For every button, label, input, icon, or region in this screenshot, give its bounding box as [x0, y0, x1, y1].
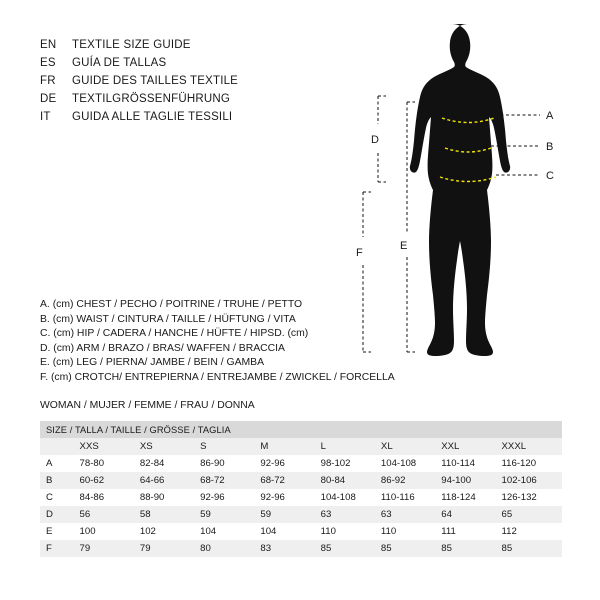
cell-b-xxxl: 102-106 — [502, 472, 562, 489]
cell-d-xs: 58 — [140, 506, 200, 523]
col-xxxl: XXXL — [502, 438, 562, 455]
cell-c-s: 92-96 — [200, 489, 260, 506]
cell-a-xxs: 78-80 — [80, 455, 140, 472]
row-label-e: E — [40, 523, 80, 540]
cell-c-xs: 88-90 — [140, 489, 200, 506]
cell-d-xl: 63 — [381, 506, 441, 523]
title-lang-en: EN — [40, 39, 57, 51]
cell-a-l: 98-102 — [321, 455, 381, 472]
cell-b-m: 68-72 — [260, 472, 320, 489]
cell-f-xxxl: 85 — [502, 540, 562, 557]
size-table — [40, 421, 562, 557]
cell-e-s: 104 — [200, 523, 260, 540]
cell-c-m: 92-96 — [260, 489, 320, 506]
bracket-e — [407, 102, 415, 352]
table-row — [40, 472, 562, 489]
cell-c-xl: 110-116 — [381, 489, 441, 506]
row-label-b: B — [40, 472, 80, 489]
col-xl: XL — [381, 438, 441, 455]
title-row-es — [40, 56, 370, 71]
cell-b-s: 68-72 — [200, 472, 260, 489]
cell-f-xxl: 85 — [441, 540, 501, 557]
title-text-en: TEXTILE SIZE GUIDE — [72, 39, 191, 51]
female-silhouette-icon — [410, 24, 510, 356]
title-row-it — [40, 110, 370, 125]
title-lang-es: ES — [40, 57, 56, 69]
cell-b-xxs: 60-62 — [80, 472, 140, 489]
cell-c-xxxl: 126-132 — [502, 489, 562, 506]
table-row — [40, 523, 562, 540]
title-text-fr: GUIDE DES TAILLES TEXTILE — [72, 75, 239, 87]
bracket-label-f: F — [356, 247, 363, 259]
table-row-size-header — [40, 421, 562, 438]
title-lang-it: IT — [40, 111, 51, 123]
cell-b-xxl: 94-100 — [441, 472, 501, 489]
measurement-legend — [40, 298, 400, 386]
table-row — [40, 540, 562, 557]
title-text-it: GUIDA ALLE TAGLIE TESSILI — [72, 111, 233, 123]
cell-d-xxxl: 65 — [502, 506, 562, 523]
col-xxl: XXL — [441, 438, 501, 455]
row-label-a: A — [40, 455, 80, 472]
marker-label-a: A — [546, 110, 554, 122]
cell-e-xxl: 111 — [441, 523, 501, 540]
cell-e-xl: 110 — [381, 523, 441, 540]
col-xs: XS — [140, 438, 200, 455]
cell-a-xxxl: 116-120 — [502, 455, 562, 472]
body-diagram — [350, 22, 585, 382]
cell-e-xs: 102 — [140, 523, 200, 540]
cell-d-l: 63 — [321, 506, 381, 523]
table-row-columns — [40, 438, 562, 455]
col-m: M — [260, 438, 320, 455]
size-header-cell: SIZE / TALLA / TAILLE / GRÖSSE / TAGLIA — [40, 421, 562, 438]
bracket-f — [363, 192, 371, 352]
cell-d-s: 59 — [200, 506, 260, 523]
col-s: S — [200, 438, 260, 455]
legend-line-c: C. (cm) HIP / CADERA / HANCHE / HÜFTE / HIPSD. (cm) — [40, 328, 309, 340]
cell-d-xxs: 56 — [80, 506, 140, 523]
cell-e-xxxl: 112 — [502, 523, 562, 540]
legend-line-f: F. (cm) CROTCH/ ENTREPIERNA / ENTREJAMBE / ZWICKEL / FORCELLA — [40, 371, 395, 383]
bracket-d — [378, 96, 386, 182]
cell-a-xl: 104-108 — [381, 455, 441, 472]
cell-e-m: 104 — [260, 523, 320, 540]
size-table-container — [40, 421, 562, 557]
table-row — [40, 455, 562, 472]
marker-label-b: B — [546, 141, 554, 153]
title-row-fr — [40, 74, 370, 89]
col-xxs: XXS — [80, 438, 140, 455]
cell-a-s: 86-90 — [200, 455, 260, 472]
legend-line-a: A. (cm) CHEST / PECHO / POITRINE / TRUHE / PETTO — [40, 299, 303, 310]
title-text-de: TEXTILGRÖSSENFÜHRUNG — [72, 93, 230, 105]
legend-line-e: E. (cm) LEG / PIERNA/ JAMBE / BEIN / GAMBA — [40, 357, 265, 369]
col-l: L — [321, 438, 381, 455]
cell-f-s: 80 — [200, 540, 260, 557]
cell-b-xl: 86-92 — [381, 472, 441, 489]
cell-f-m: 83 — [260, 540, 320, 557]
cell-e-xxs: 100 — [80, 523, 140, 540]
title-lang-fr: FR — [40, 75, 56, 87]
cell-c-xxl: 118-124 — [441, 489, 501, 506]
marker-label-c: C — [546, 170, 554, 182]
cell-f-xl: 85 — [381, 540, 441, 557]
legend-line-b: B. (cm) WAIST / CINTURA / TAILLE / HÜFTUNG / VITA — [40, 313, 296, 325]
cell-b-xs: 64-66 — [140, 472, 200, 489]
title-block — [40, 38, 370, 128]
cell-a-xxl: 110-114 — [441, 455, 501, 472]
cell-d-xxl: 64 — [441, 506, 501, 523]
row-label-f: F — [40, 540, 80, 557]
cell-a-m: 92-96 — [260, 455, 320, 472]
cell-b-l: 80-84 — [321, 472, 381, 489]
cell-d-m: 59 — [260, 506, 320, 523]
table-row — [40, 489, 562, 506]
bracket-label-d: D — [371, 134, 379, 146]
cell-f-l: 85 — [321, 540, 381, 557]
cell-f-xs: 79 — [140, 540, 200, 557]
title-row-en — [40, 38, 370, 53]
col-corner — [40, 438, 80, 455]
title-row-de — [40, 92, 370, 107]
row-label-d: D — [40, 506, 80, 523]
cell-c-xxs: 84-86 — [80, 489, 140, 506]
cell-c-l: 104-108 — [321, 489, 381, 506]
cell-a-xs: 82-84 — [140, 455, 200, 472]
cell-e-l: 110 — [321, 523, 381, 540]
cell-f-xxs: 79 — [80, 540, 140, 557]
title-lang-de: DE — [40, 93, 57, 105]
title-text-es: GUÍA DE TALLAS — [72, 57, 167, 69]
table-row — [40, 506, 562, 523]
legend-line-d: D. (cm) ARM / BRAZO / BRAS/ WAFFEN / BRACCIA — [40, 342, 285, 354]
gender-label: WOMAN / MUJER / FEMME / FRAU / DONNA — [40, 400, 255, 411]
row-label-c: C — [40, 489, 80, 506]
bracket-label-e: E — [400, 240, 408, 252]
